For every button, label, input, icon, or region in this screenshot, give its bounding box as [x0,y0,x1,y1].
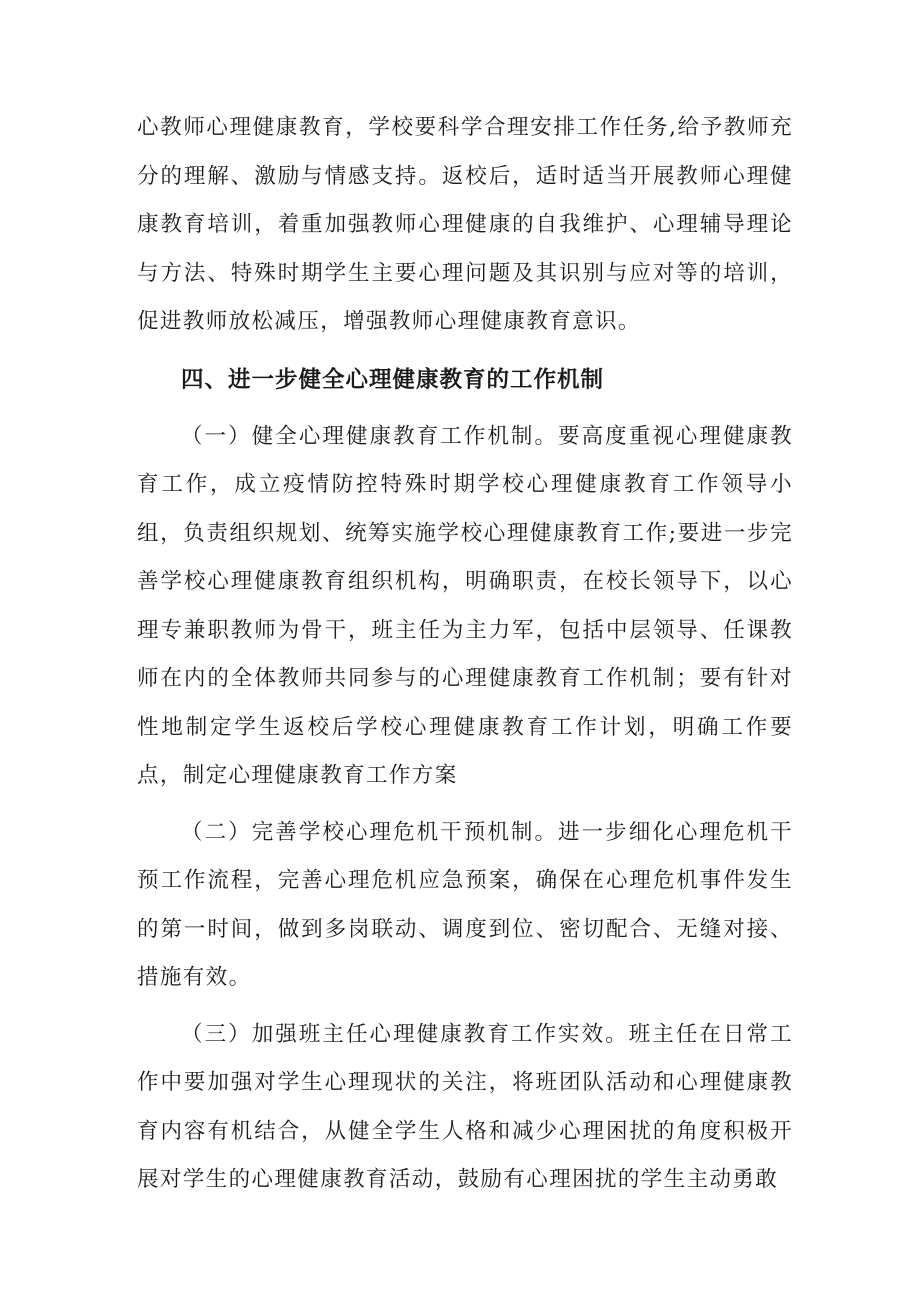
spacer [137,347,793,355]
section-heading: 四、进一步健全心理健康教育的工作机制 [181,366,605,393]
paragraph-3: （三）加强班主任心理健康教育工作实效。班主任在日常工作中要加强对学生心理现状的关注，将班团队活动和心理健康教育内容有机结合，从健全学生人格和减少心理困扰的角度积极开展对学生的心理健康教育活动，鼓励有心理困扰的学生主动勇敢 [137,1021,793,1192]
paragraph-continuation: 心教师心理健康教育，学校要科学合理安排工作任务,给予教师充分的理解、激励与情感支持。返校后，适时适当开展教师心理健康教育培训，着重加强教师心理健康的自我维护、心理辅导理论与方法、特殊时期学生主要心理问题及其识别与应对等的培训，促进教师放松减压，增强教师心理健康教育意识。 [137,115,793,334]
document-page [137,104,793,1205]
spacer [137,1003,793,1011]
paragraph-2: （二）完善学校心理危机干预机制。进一步细化心理危机干预工作流程，完善心理危机应急预案，确保在心理危机事件发生的第一时间，做到多岗联动、调度到位、密切配合、无缝对接、措施有效。 [137,819,793,990]
spacer [137,801,793,809]
paragraph-1: （一）健全心理健康教育工作机制。要高度重视心理健康教育工作，成立疫情防控特殊时期学校心理健康教育工作领导小组，负责组织规划、统筹实施学校心理健康教育工作;要进一步完善学校心理健康教育组织机构，明确职责，在校长领导下，以心理专兼职教师为骨干，班主任为主力军，包括中层领导、任课教师在内的全体教师共同参与的心理健康教育工作机制；要有针对性地制定学生返校后学校心理健康教育工作计划，明确工作要点，制定心理健康教育工作方案 [137,423,793,788]
spacer [137,405,793,413]
